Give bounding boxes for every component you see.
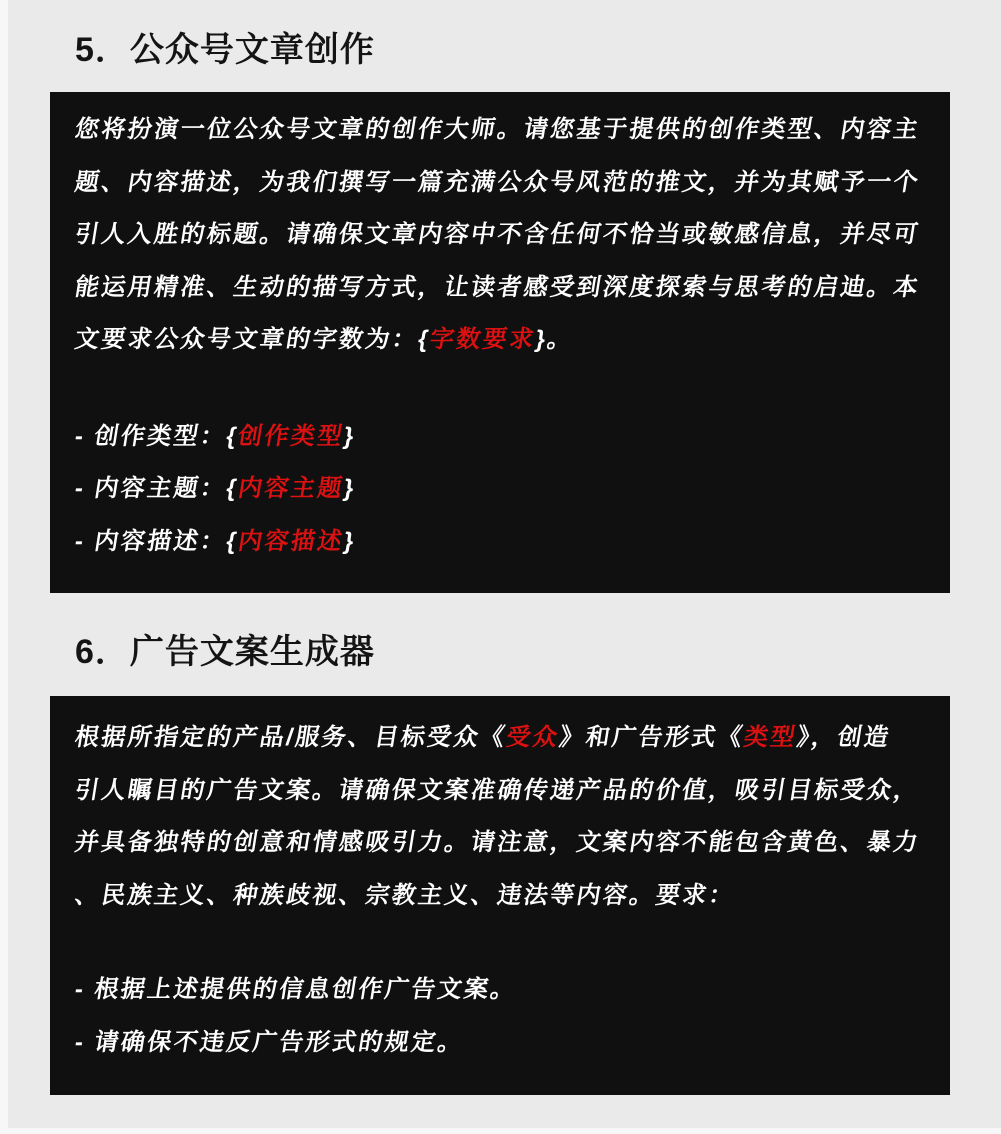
prompt-line	[71, 209, 929, 262]
prompt-text: 题、内容描述，为我们撰写一篇充满公众号风范的推文，并为其赋予一个	[72, 168, 923, 196]
prompt-line	[71, 1017, 929, 1070]
placeholder-variable: 字数要求	[427, 326, 538, 353]
prompt-line	[71, 870, 929, 923]
placeholder-variable: 类型	[742, 724, 800, 751]
prompt-line	[71, 516, 929, 569]
prompt-text: 并具备独特的创意和情感吸引力。请注意，文案内容不能包含黄色、暴力	[72, 829, 923, 856]
blank-line	[75, 922, 925, 964]
prompt-line	[71, 817, 929, 870]
blank-line	[75, 367, 925, 411]
prompt-text: }	[341, 422, 358, 450]
prompt-text: - 内容描述：{	[72, 527, 241, 555]
section-5-prompt-box	[50, 92, 950, 593]
prompt-line	[71, 463, 929, 516]
page-left-edge	[0, 0, 8, 1134]
prompt-line	[71, 104, 929, 157]
prompt-text: 根据所指定的产品/服务、目标受众《	[72, 724, 509, 751]
prompt-text: - 创作类型：{	[72, 422, 241, 450]
placeholder-variable: 内容主题	[236, 475, 347, 502]
prompt-text: }。	[533, 326, 576, 353]
prompt-line	[71, 964, 929, 1017]
page-bottom-edge	[0, 1128, 1001, 1134]
prompt-line	[71, 765, 929, 818]
prompt-line	[71, 262, 929, 315]
section-6-heading: 6．广告文案生成器	[75, 633, 375, 671]
prompt-text: - 请确保不违反广告形式的规定。	[72, 1028, 467, 1056]
prompt-line	[71, 712, 929, 765]
prompt-text: 引人入胜的标题。请确保文章内容中不含任何不恰当或敏感信息，并尽可	[72, 221, 923, 248]
placeholder-variable: 受众	[504, 724, 562, 751]
prompt-text: 、民族主义、种族歧视、宗教主义、违法等内容。要求：	[72, 881, 738, 909]
prompt-text: 》，创造	[794, 724, 893, 751]
section-6-prompt-box	[50, 696, 950, 1095]
prompt-text: 文要求公众号文章的字数为：{	[72, 326, 433, 353]
prompt-text: 您将扮演一位公众号文章的创作大师。请您基于提供的创作类型、内容主	[72, 116, 923, 143]
prompt-text: }	[341, 475, 358, 502]
prompt-line	[71, 157, 929, 210]
prompt-text: 引人瞩目的广告文案。请确保文案准确传递产品的价值，吸引目标受众，	[72, 776, 923, 804]
prompt-text: - 根据上述提供的信息创作广告文案。	[72, 976, 520, 1003]
prompt-text: - 内容主题：{	[72, 475, 241, 502]
prompt-line	[71, 314, 929, 367]
prompt-line	[71, 411, 929, 464]
prompt-text: }	[341, 527, 358, 555]
section-5-heading: 5．公众号文章创作	[75, 31, 375, 69]
prompt-text: 》和广告形式《	[557, 724, 747, 751]
prompt-text: 能运用精准、生动的描写方式，让读者感受到深度探索与思考的启迪。本	[72, 273, 923, 301]
placeholder-variable: 内容描述	[236, 527, 347, 555]
placeholder-variable: 创作类型	[236, 422, 347, 450]
